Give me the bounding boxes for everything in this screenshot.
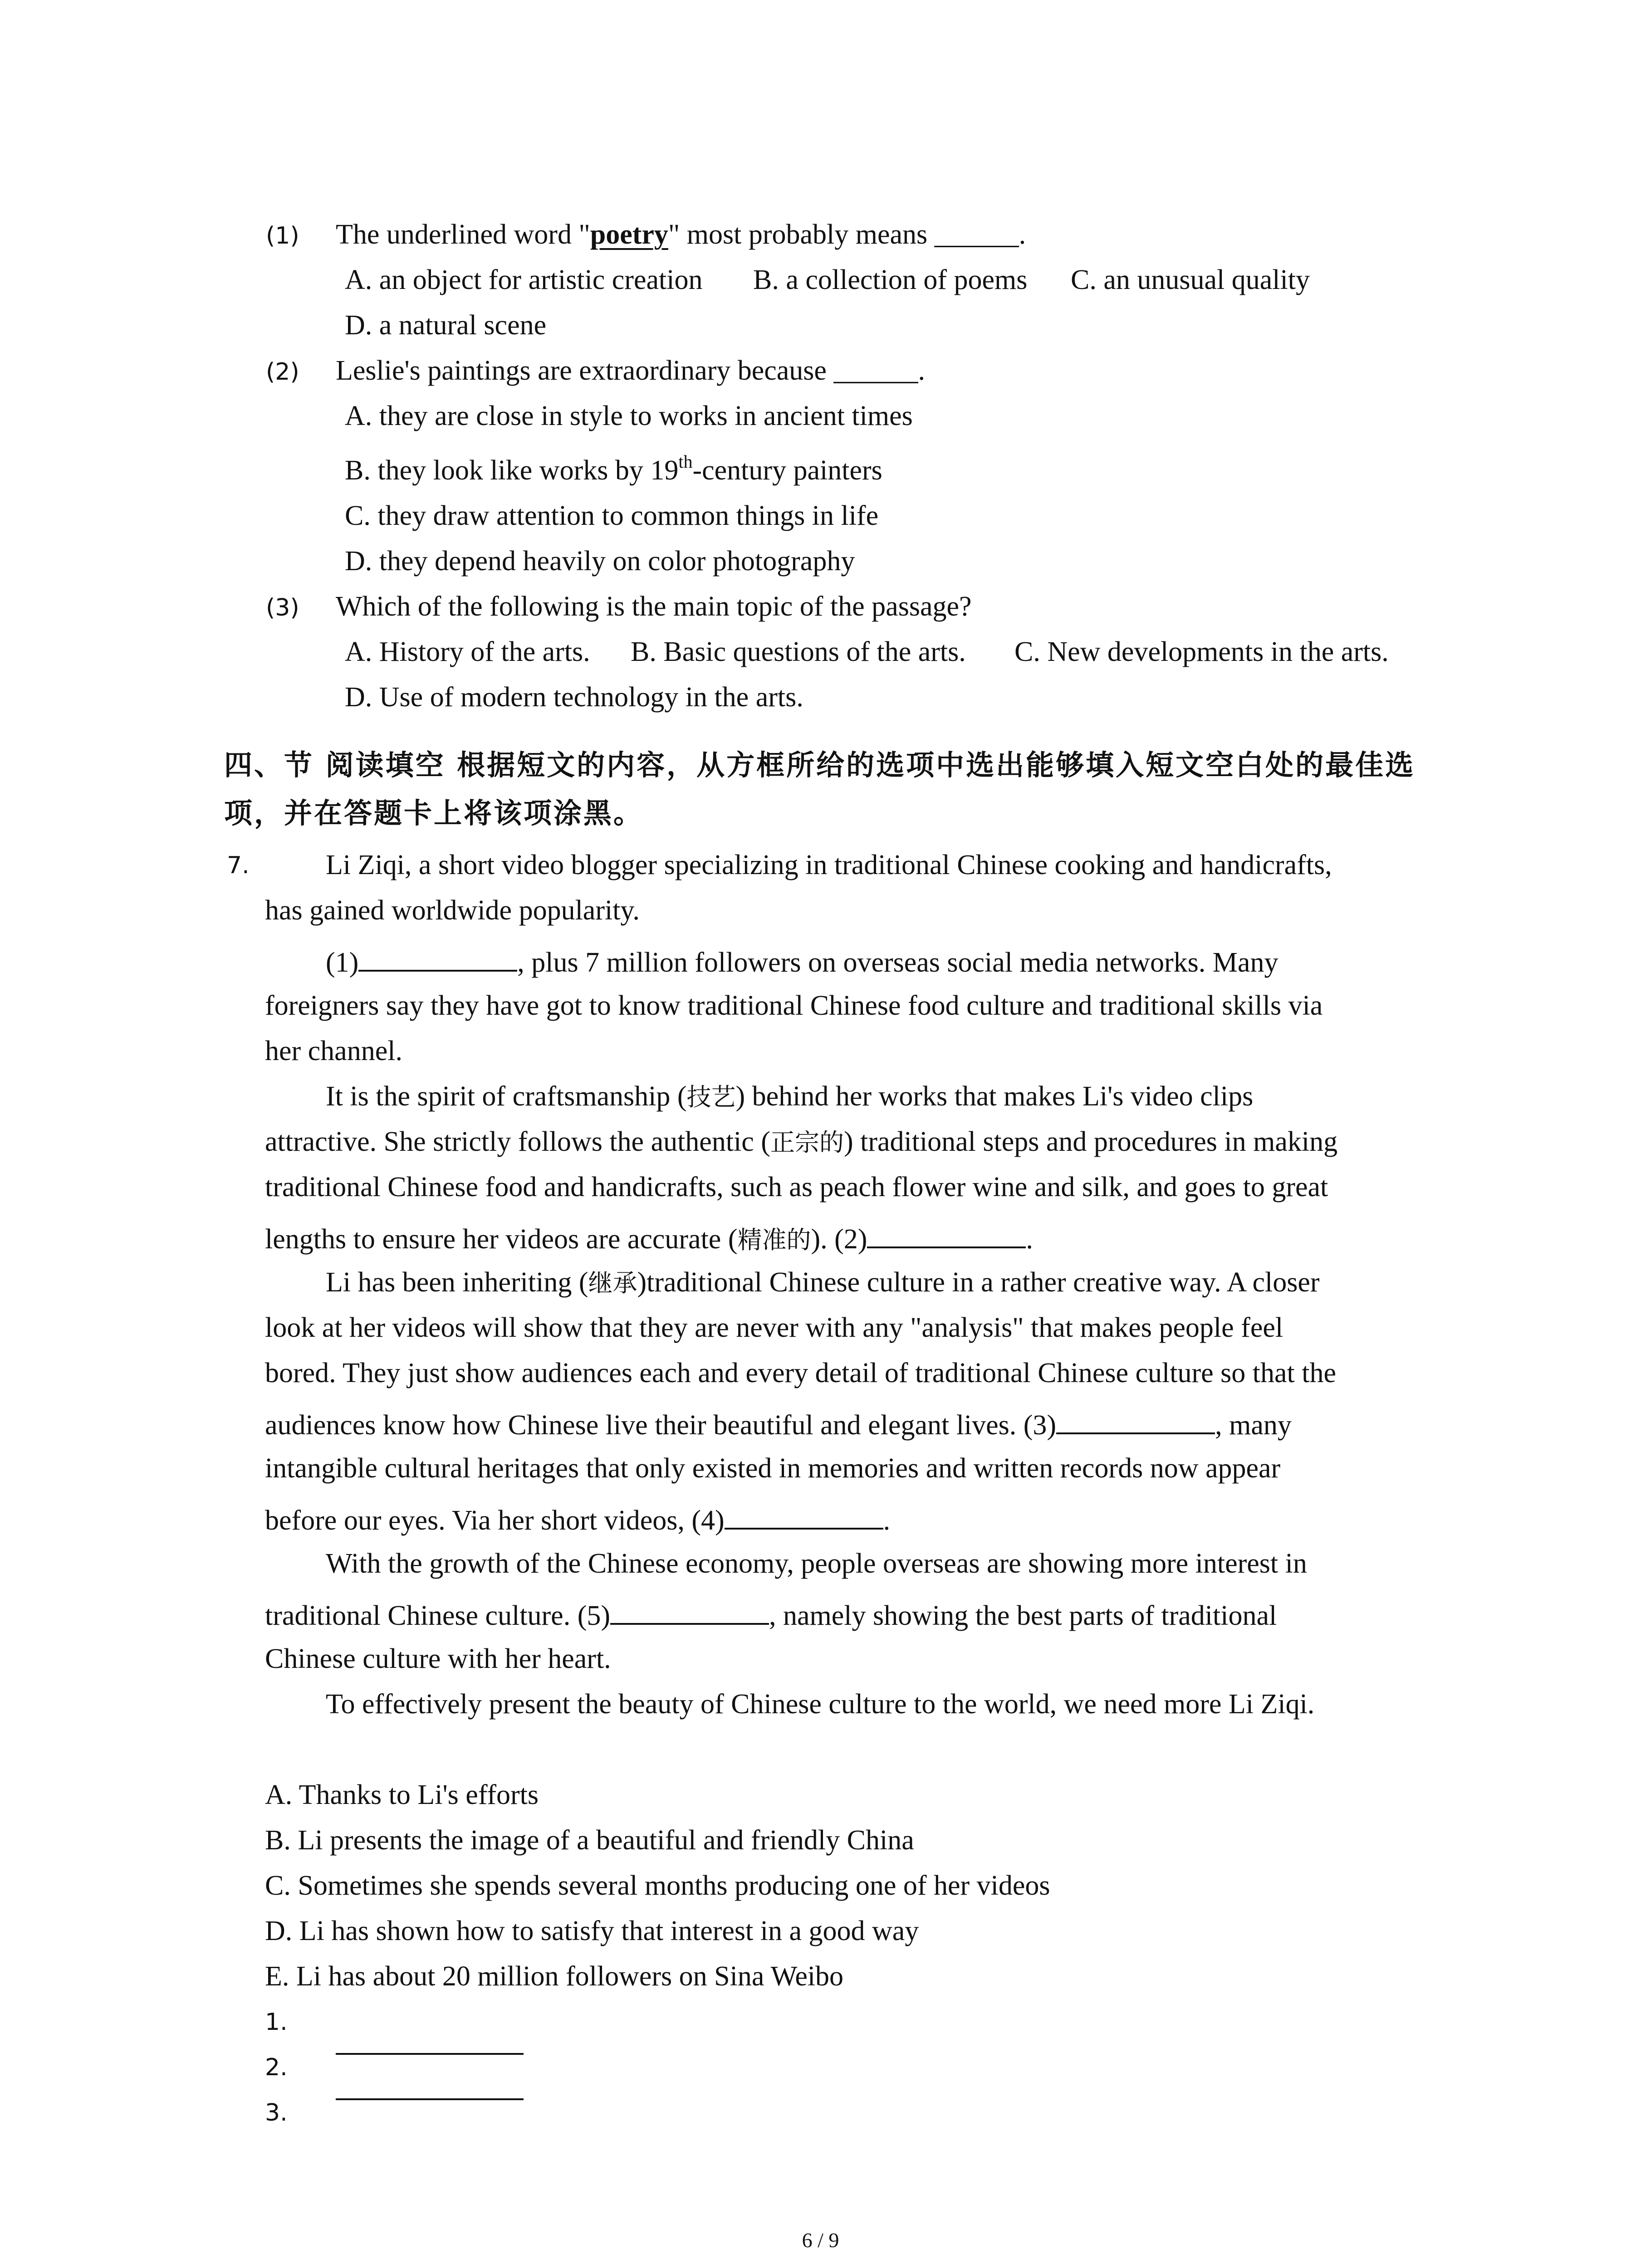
q7-p5-line-1: With the growth of the Chinese economy, people overseas are showing more interest in (326, 1548, 1307, 1579)
q7-p3-line-4: lengths to ensure her videos are accurate (精准的). (2) . (265, 1224, 1033, 1255)
q7-p4-line-2: look at her videos will show that they are never with any "analysis" that makes people feel (265, 1312, 1283, 1343)
q7-p2-line-3: her channel. (265, 1036, 402, 1066)
option-b: B. Li presents the image of a beautiful and friendly China (265, 1825, 914, 1856)
blank-3 (1056, 1409, 1215, 1434)
q7-p4-line-5: intangible cultural heritages that only existed in memories and written records now appear (265, 1453, 1281, 1484)
blank-1 (358, 946, 517, 972)
q6-1-option-a: A. an object for artistic creation (345, 264, 703, 295)
answer-1-line[interactable] (336, 2053, 524, 2055)
option-e: E. Li has about 20 million followers on Sina Weibo (265, 1961, 844, 1992)
blank-4 (725, 1504, 883, 1530)
q7-p2-line-1: (1) , plus 7 million followers on overseas social media networks. Many (326, 947, 1279, 978)
blank-2 (867, 1223, 1026, 1248)
q7-p4-line-3: bored. They just show audiences each and every detail of traditional Chinese culture so that the (265, 1358, 1336, 1388)
q6-3-option-b: B. Basic questions of the arts. (631, 636, 966, 667)
q7-p3-line-3: traditional Chinese food and handicrafts, such as peach flower wine and silk, and goes to great (265, 1172, 1328, 1202)
q7-p5-line-3: Chinese culture with her heart. (265, 1643, 611, 1674)
q7-p6-line-1: To effectively present the beauty of Chinese culture to the world, we need more Li Ziqi. (326, 1689, 1315, 1720)
q6-1-option-c: C. an unusual quality (1071, 264, 1310, 295)
answer-2-number: 2. (265, 2054, 288, 2081)
q7-p2-line-2: foreigners say they have got to know traditional Chinese food culture and traditional skills via (265, 990, 1323, 1021)
q7-p5-line-2: traditional Chinese culture. (5) , namely showing the best parts of traditional (265, 1600, 1277, 1631)
q6-2-option-d: D. they depend heavily on color photography (345, 546, 855, 577)
q6-3-stem: Which of the following is the main topic of the passage? (336, 591, 972, 622)
q6-1-option-d: D. a natural scene (345, 310, 547, 341)
q7-number: 7. (227, 852, 250, 879)
section-heading-line-1: 四、节 阅读填空 根据短文的内容，从方框所给的选项中选出能够填入短文空白处的最佳选 (224, 748, 1416, 782)
answer-2-line[interactable] (336, 2098, 524, 2100)
q7-p1-line-2: has gained worldwide popularity. (265, 895, 640, 926)
section-heading-line-2: 项，并在答题卡上将该项涂黑。 (224, 797, 644, 830)
q6-2-option-b: B. they look like works by 19th-century painters (345, 451, 882, 486)
q6-1-option-b: B. a collection of poems (753, 264, 1028, 295)
q6-3-option-d: D. Use of modern technology in the arts. (345, 682, 803, 713)
q7-p1-line-1: Li Ziqi, a short video blogger specializing in traditional Chinese cooking and handicrafts, (326, 850, 1332, 880)
q6-1-stem: The underlined word "poetry" most probably means ______. (336, 219, 1026, 250)
q6-2-stem: Leslie's paintings are extraordinary because ______. (336, 355, 925, 386)
option-c: C. Sometimes she spends several months producing one of her videos (265, 1870, 1050, 1901)
blank-5 (610, 1599, 769, 1625)
q6-3-option-c: C. New developments in the arts. (1014, 636, 1389, 667)
q7-p4-line-6: before our eyes. Via her short videos, (4) . (265, 1505, 891, 1536)
answer-1-number: 1. (265, 2009, 288, 2036)
answer-3-number: 3. (265, 2099, 288, 2126)
q6-2-option-a: A. they are close in style to works in ancient times (345, 401, 913, 431)
q6-2-option-c: C. they draw attention to common things in life (345, 500, 879, 531)
underlined-word: poetry (590, 219, 668, 250)
q6-2-number: (2) (266, 358, 299, 386)
q7-p4-line-1: Li has been inheriting (继承)traditional Chinese culture in a rather creative way. A closer (326, 1267, 1320, 1298)
q7-p3-line-1: It is the spirit of craftsmanship (技艺) behind her works that makes Li's video clips (326, 1081, 1254, 1112)
q6-3-option-a: A. History of the arts. (345, 636, 590, 667)
q7-p4-line-4: audiences know how Chinese live their beautiful and elegant lives. (3) , many (265, 1410, 1292, 1441)
option-a: A. Thanks to Li's efforts (265, 1779, 539, 1810)
page-number: 6 / 9 (802, 2229, 839, 2252)
option-d: D. Li has shown how to satisfy that interest in a good way (265, 1916, 919, 1946)
q7-p3-line-2: attractive. She strictly follows the authentic (正宗的) traditional steps and procedures in making (265, 1126, 1338, 1157)
q6-1-number: (1) (266, 222, 299, 249)
q6-3-number: (3) (266, 594, 299, 621)
